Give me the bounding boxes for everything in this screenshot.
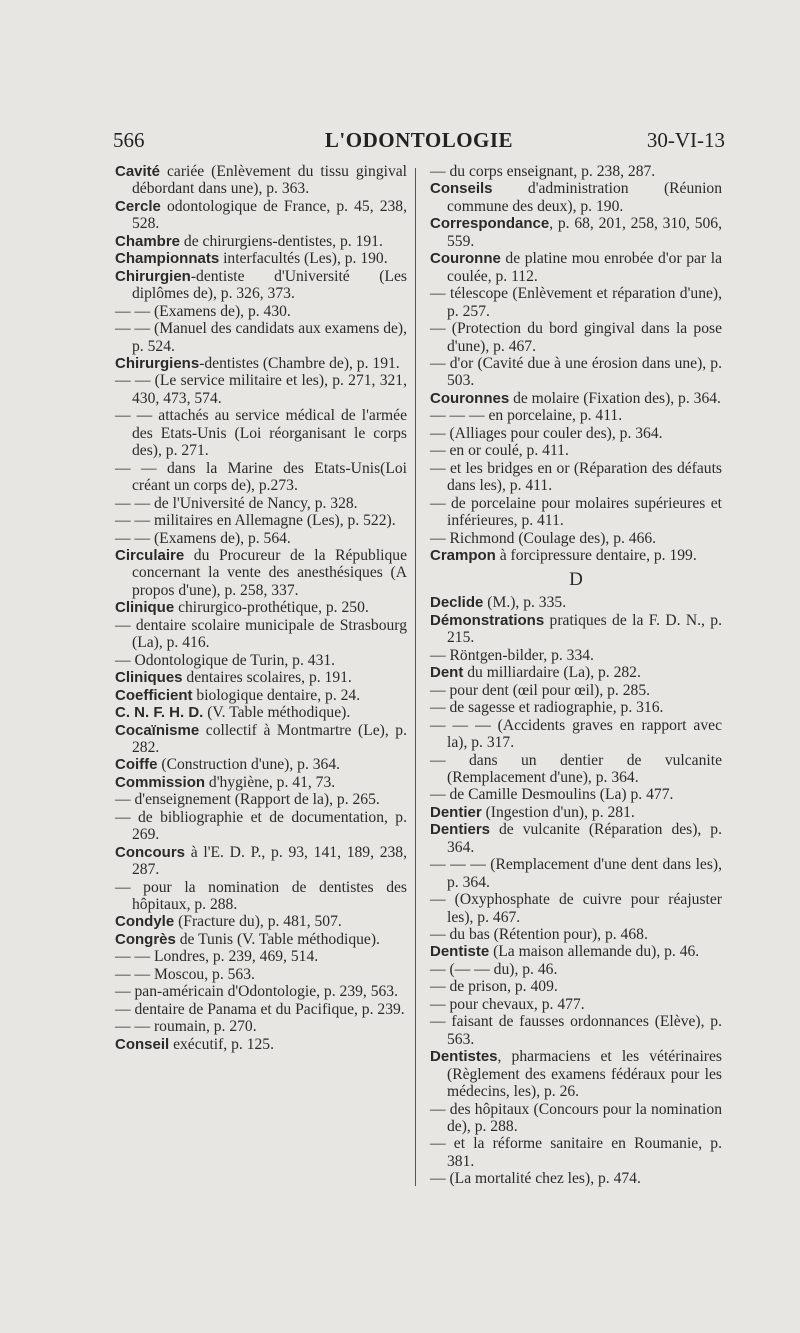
entry-text: — pour dent (œil pour œil), p. 285. <box>430 681 651 699</box>
index-entry <box>430 547 722 564</box>
entry-text: — des hôpitaux (Concours pour la nomination de), p. 288. <box>430 1100 722 1136</box>
page-header <box>113 128 725 158</box>
entry-keyword: Coefficient <box>115 686 193 704</box>
entry-text: (M.), p. 335. <box>483 594 567 612</box>
index-entry <box>115 372 407 407</box>
index-entry <box>430 786 722 803</box>
entry-text: — de bibliographie et de documentation, p. 269. <box>115 808 407 844</box>
entry-text: collectif à Montmartre (Le), p. 282. <box>132 721 407 756</box>
entry-keyword: Dentistes <box>430 1048 498 1066</box>
entry-keyword: Dentiers <box>430 821 491 839</box>
entry-text: pratiques de la F. D. N., p. 215. <box>447 611 722 647</box>
index-entry <box>430 856 722 891</box>
index-entry <box>430 996 722 1013</box>
entry-text: — pan-américain d'Odontologie, p. 239, 563. <box>115 983 399 1001</box>
index-entry <box>115 809 407 844</box>
index-entry <box>430 442 722 459</box>
entry-text: — du corps enseignant, p. 238, 287. <box>430 163 656 180</box>
entry-keyword: Chambre <box>115 232 181 250</box>
entry-text: — — (Le service militaire et les), p. 271, 321, 430, 473, 574. <box>115 372 407 407</box>
index-entry <box>115 722 407 757</box>
entry-text: — de Camille Desmoulins (La) p. 477. <box>430 786 674 804</box>
index-entry <box>430 495 722 530</box>
index-entry <box>430 285 722 320</box>
entry-text: — télescope (Enlèvement et réparation d'une), p. 257. <box>430 285 722 320</box>
index-entry <box>430 1013 722 1048</box>
issue-date: 30-VI-13 <box>646 128 725 152</box>
entry-text: à forcipressure dentaire, p. 199. <box>495 546 697 564</box>
entry-text: — dans un dentier de vulcanite (Remplacement d'une), p. 364. <box>430 751 722 786</box>
entry-keyword: Cliniques <box>115 669 183 687</box>
entry-text: — — dans la Marine des Etats-Unis(Loi créant un corps de), p.273. <box>115 459 407 495</box>
entry-text: — — Moscou, p. 563. <box>115 965 255 983</box>
index-entry <box>115 599 407 616</box>
entry-text: exécutif, p. 125. <box>169 1035 274 1053</box>
entry-text: — — militaires en Allemagne (Les), p. 522). <box>115 512 396 530</box>
entry-keyword: Dentier <box>430 803 482 821</box>
entry-text: interfacultés (Les), p. 190. <box>219 250 388 268</box>
entry-keyword: Cavité <box>115 163 161 180</box>
entry-text: (V. Table méthodique). <box>203 704 351 722</box>
index-entry <box>430 612 722 647</box>
entry-keyword: Démonstrations <box>430 611 545 629</box>
entry-text: -dentiste d'Université (Les diplômes de), p. 326, 373. <box>132 267 407 303</box>
index-entry <box>430 804 722 821</box>
entry-text: — — (Manuel des candidats aux examens de), p. 524. <box>115 320 407 355</box>
entry-keyword: Congrès <box>115 930 176 948</box>
entry-text: chirurgico-prothétique, p. 250. <box>174 599 369 617</box>
entry-text: — — (Examens de), p. 430. <box>115 302 291 320</box>
index-entry <box>430 978 722 995</box>
index-entry <box>115 704 407 721</box>
index-entry <box>430 425 722 442</box>
index-entry <box>115 1036 407 1053</box>
entry-keyword: Crampon <box>430 546 496 564</box>
entry-text: (Ingestion d'un), p. 281. <box>481 803 635 821</box>
entry-text: — en or coulé, p. 411. <box>430 442 569 460</box>
index-entry <box>115 669 407 686</box>
index-entry <box>430 1101 722 1136</box>
index-entry <box>430 1048 722 1100</box>
entry-text: — (Oxyphosphate de cuivre pour réajuster les), p. 467. <box>430 891 722 926</box>
index-entry <box>115 250 407 267</box>
index-entry <box>430 594 722 611</box>
index-entry <box>115 512 407 529</box>
index-entry <box>115 791 407 808</box>
entry-keyword: Conseil <box>115 1035 170 1053</box>
entry-text: (La maison allemande du), p. 46. <box>489 943 700 961</box>
entry-text: — — (Examens de), p. 564. <box>115 529 291 547</box>
entry-text: — dentaire de Panama et du Pacifique, p. 239. <box>115 1000 405 1018</box>
section-letter: D <box>569 569 583 591</box>
entry-text: d'hygiène, p. 41, 73. <box>205 773 336 791</box>
entry-text: cariée (Enlèvement du tissu gingival débordant dans une), p. 363. <box>132 163 407 198</box>
index-entry <box>115 983 407 1000</box>
entry-keyword: Chirurgiens <box>115 354 200 372</box>
entry-keyword: Coiffe <box>115 756 158 774</box>
entry-text: — — Londres, p. 239, 469, 514. <box>115 948 319 966</box>
index-column-right <box>430 163 722 1188</box>
index-entry <box>115 948 407 965</box>
index-entry <box>115 547 407 599</box>
entry-keyword: Dent <box>430 664 464 682</box>
index-entry <box>430 460 722 495</box>
entry-keyword: Declide <box>430 594 484 612</box>
entry-keyword: Chirurgien <box>115 267 191 285</box>
entry-text: — (— — du), p. 46. <box>430 960 558 978</box>
index-entry <box>430 407 722 424</box>
entry-keyword: Couronnes <box>430 389 510 407</box>
entry-keyword: Championnats <box>115 250 220 268</box>
entry-text: — d'enseignement (Rapport de la), p. 265. <box>115 791 380 809</box>
index-entry <box>115 931 407 948</box>
entry-keyword: Cocaïnisme <box>115 721 200 739</box>
index-entry <box>430 163 722 180</box>
entry-keyword: Cercle <box>115 197 161 215</box>
entry-text: (Fracture du), p. 481, 507. <box>174 913 342 931</box>
index-entry <box>115 687 407 704</box>
entry-text: à l'E. D. P., p. 93, 141, 189, 238, 287. <box>132 843 407 879</box>
entry-text: — — — (Accidents graves en rapport avec la), p. 317. <box>430 716 722 752</box>
entry-text: — faisant de fausses ordonnances (Elève), p. 563. <box>430 1013 722 1048</box>
index-entry <box>430 530 722 547</box>
entry-text: de platine mou enrobée d'or par la coulée, p. 112. <box>447 250 722 285</box>
entry-text: — et la réforme sanitaire en Roumanie, p. 381. <box>430 1135 722 1170</box>
index-entry <box>115 879 407 914</box>
entry-text: -dentistes (Chambre de), p. 191. <box>199 354 400 372</box>
entry-keyword: Correspondance <box>430 215 550 233</box>
index-entry <box>115 966 407 983</box>
index-entry <box>430 926 722 943</box>
index-entry <box>115 303 407 320</box>
entry-text: de chirurgiens-dentistes, p. 191. <box>180 232 383 250</box>
index-entry <box>430 1170 722 1187</box>
index-entry <box>115 320 407 355</box>
page-number: 566 <box>113 128 145 152</box>
entry-text: — pour la nomination de dentistes des hôpitaux, p. 288. <box>115 878 407 914</box>
entry-text: d'administration (Réunion commune des deux), p. 190. <box>447 180 722 215</box>
entry-text: du milliardaire (La), p. 282. <box>463 664 641 682</box>
entry-text: , p. 68, 201, 258, 310, 506, 559. <box>447 215 722 250</box>
entry-text: — — roumain, p. 270. <box>115 1018 257 1036</box>
index-entry <box>115 844 407 879</box>
index-entry <box>430 320 722 355</box>
entry-text: — (La mortalité chez les), p. 474. <box>430 1170 641 1188</box>
entry-keyword: Clinique <box>115 599 175 617</box>
entry-text: , pharmaciens et les vétérinaires (Règlement des examens fédéraux pour les médecins, les), p. 26. <box>447 1048 722 1101</box>
entry-text: odontologique de France, p. 45, 238, 528. <box>132 197 407 233</box>
entry-text: — d'or (Cavité due à une érosion dans une), p. 503. <box>430 354 722 390</box>
entry-text: dentaires scolaires, p. 191. <box>182 669 352 687</box>
column-divider <box>415 168 416 1186</box>
index-column-left <box>115 163 407 1053</box>
entry-text: — Odontologique de Turin, p. 431. <box>115 651 336 669</box>
index-entry <box>430 752 722 787</box>
entry-text: — pour chevaux, p. 477. <box>430 995 585 1013</box>
index-entry <box>115 163 407 198</box>
index-entry <box>115 460 407 495</box>
entry-text: — — de l'Université de Nancy, p. 328. <box>115 494 358 512</box>
index-entry <box>115 1018 407 1035</box>
index-entry <box>430 682 722 699</box>
entry-keyword: Commission <box>115 773 206 791</box>
index-entry <box>115 233 407 250</box>
index-entry <box>430 821 722 856</box>
index-entry <box>430 390 722 407</box>
entry-text: (Construction d'une), p. 364. <box>157 756 341 774</box>
index-entry <box>430 664 722 681</box>
index-entry <box>115 407 407 459</box>
index-entry <box>115 617 407 652</box>
index-entry <box>430 180 722 215</box>
index-entry <box>430 943 722 960</box>
entry-text: — — attachés au service médical de l'armée des Etats-Unis (Loi réorganisant le corps des), p. 271. <box>115 407 407 460</box>
entry-text: — de porcelaine pour molaires supérieures et inférieures, p. 411. <box>430 494 722 530</box>
entry-keyword: Conseils <box>430 180 493 198</box>
index-entry <box>115 355 407 372</box>
index-entry <box>430 699 722 716</box>
entry-text: — du bas (Rétention pour), p. 468. <box>430 926 648 944</box>
index-entry <box>115 913 407 930</box>
index-entry <box>430 647 722 664</box>
entry-text: — dentaire scolaire municipale de Strasbourg (La), p. 416. <box>115 616 407 652</box>
entry-text: de vulcanite (Réparation des), p. 364. <box>447 821 722 856</box>
entry-keyword: Dentiste <box>430 943 490 961</box>
index-entry <box>115 495 407 512</box>
entry-text: — et les bridges en or (Réparation des défauts dans les), p. 411. <box>430 459 722 495</box>
index-entry <box>115 198 407 233</box>
index-entry <box>115 652 407 669</box>
index-entry <box>430 891 722 926</box>
entry-text: — (Alliages pour couler des), p. 364. <box>430 424 663 442</box>
index-entry <box>430 1135 722 1170</box>
entry-keyword: C. N. F. H. D. <box>115 704 204 722</box>
journal-title: L'ODONTOLOGIE <box>324 128 514 152</box>
entry-text: biologique dentaire, p. 24. <box>192 686 361 704</box>
index-entry <box>430 717 722 752</box>
index-entry <box>115 530 407 547</box>
entry-keyword: Concours <box>115 843 186 861</box>
index-entry <box>430 355 722 390</box>
entry-keyword: Circulaire <box>115 546 185 564</box>
entry-keyword: Condyle <box>115 913 175 931</box>
index-entry <box>115 756 407 773</box>
index-entry <box>430 250 722 285</box>
entry-text: — — — en porcelaine, p. 411. <box>430 407 623 425</box>
entry-text: — (Protection du bord gingival dans la pose d'une), p. 467. <box>430 320 722 355</box>
index-entry <box>430 215 722 250</box>
entry-text: — Richmond (Coulage des), p. 466. <box>430 529 657 547</box>
entry-text: — — — (Remplacement d'une dent dans les), p. 364. <box>430 856 722 891</box>
index-entry <box>115 268 407 303</box>
index-entry <box>115 774 407 791</box>
index-entry <box>115 1001 407 1018</box>
entry-text: de Tunis (V. Table méthodique). <box>175 930 380 948</box>
entry-text: — de prison, p. 409. <box>430 978 558 996</box>
entry-keyword: Couronne <box>430 250 501 268</box>
entry-text: du Procureur de la République concernant la vente des anesthésiques (A propos d'une), p. 258, 337. <box>132 546 407 599</box>
entry-text: — Röntgen-bilder, p. 334. <box>430 646 594 664</box>
entry-text: — de sagesse et radiographie, p. 316. <box>430 699 664 717</box>
entry-text: de molaire (Fixation des), p. 364. <box>509 389 721 407</box>
index-entry <box>430 961 722 978</box>
